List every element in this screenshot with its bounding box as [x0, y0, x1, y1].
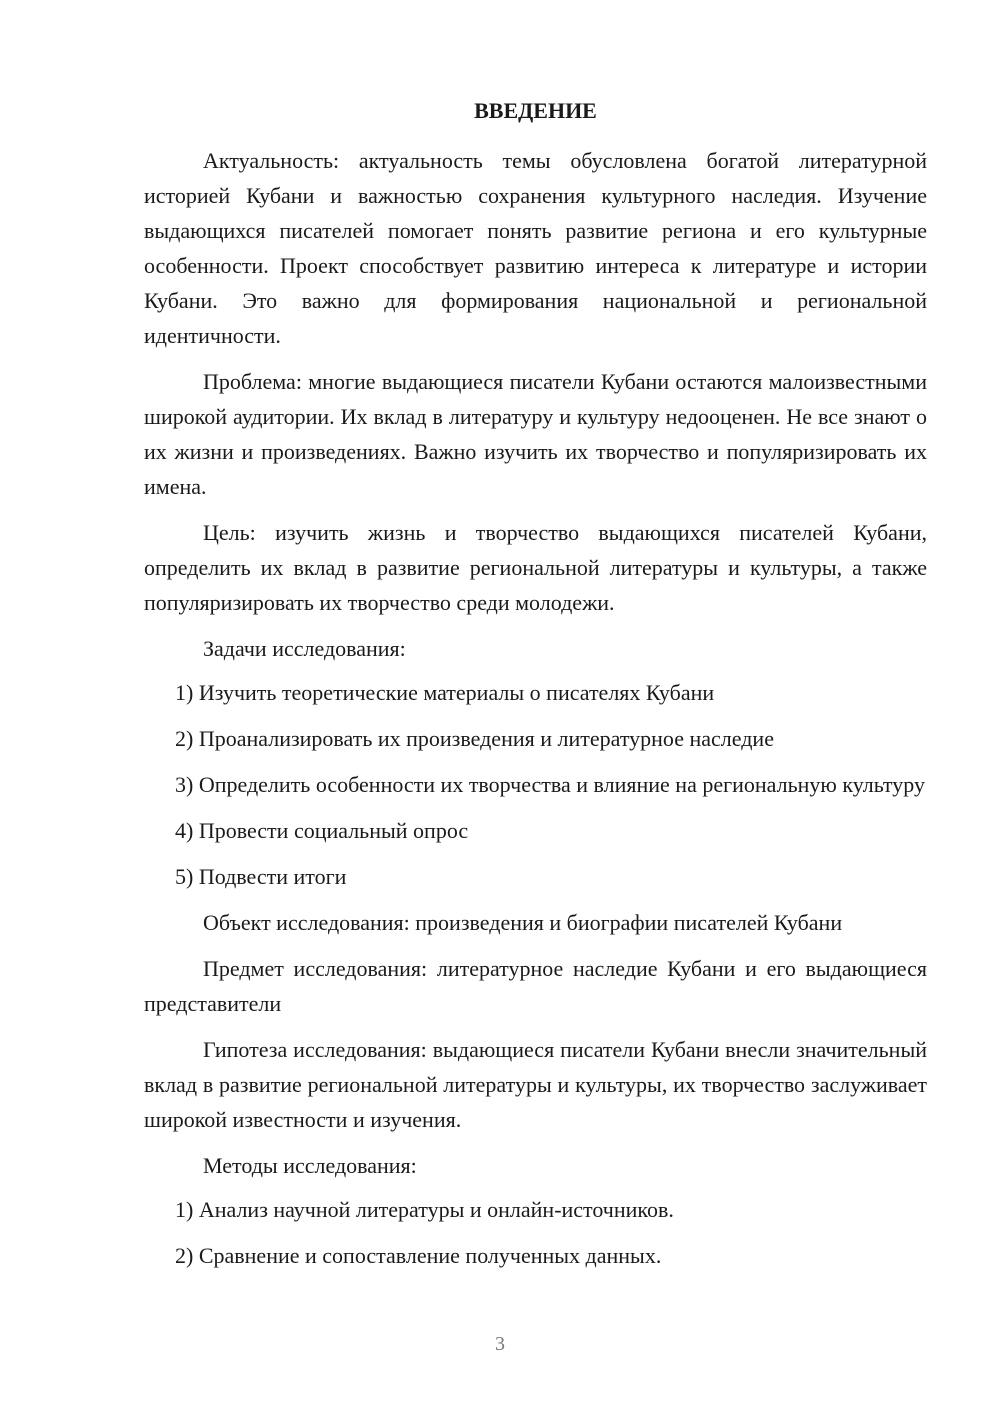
relevance-paragraph: Актуальность: актуальность темы обусловлена богатой литературной историей Кубани и важностью сохранения культурного наследия. Изучение выдающихся писателей помогает понять развитие региона и его культурные особенности. Проект способствует развитию интереса к литературе и истории Кубани. Это важно для формирования национальной и региональной идентичности. [144, 148, 927, 348]
task-item: 5) Подвести итоги [175, 864, 347, 889]
document-title: ВВЕДЕНИЕ [474, 98, 597, 123]
methods-heading: Методы исследования: [203, 1153, 417, 1178]
method-item: 2) Сравнение и сопоставление полученных данных. [175, 1243, 662, 1268]
method-item: 1) Анализ научной литературы и онлайн-источников. [175, 1197, 674, 1222]
task-item: 2) Проанализировать их произведения и литературное наследие [175, 726, 774, 751]
problem-paragraph: Проблема: многие выдающиеся писатели Кубани остаются малоизвестными широкой аудитории. Их вклад в литературу и культуру недооценен. Не все знают о их жизни и произведениях. Важно изучить их творчество и популяризировать их имена. [144, 369, 927, 499]
task-item: 3) Определить особенности их творчества и влияние на региональную культуру [175, 772, 925, 797]
tasks-heading: Задачи исследования: [203, 636, 406, 661]
subject-paragraph: Предмет исследования: литературное наследие Кубани и его выдающиеся представители [144, 956, 927, 1016]
object-paragraph: Объект исследования: произведения и биографии писателей Кубани [203, 910, 843, 935]
document-page [144, 96, 927, 1284]
hypothesis-paragraph: Гипотеза исследования: выдающиеся писатели Кубани внесли значительный вклад в развитие региональной литературы и культуры, их творчество заслуживает широкой известности и изучения. [144, 1037, 927, 1132]
goal-paragraph: Цель: изучить жизнь и творчество выдающихся писателей Кубани, определить их вклад в развитие региональной литературы и культуры, а также популяризировать их творчество среди молодежи. [144, 520, 927, 615]
page-number: 3 [495, 1333, 505, 1355]
task-item: 4) Провести социальный опрос [175, 818, 469, 843]
task-item: 1) Изучить теоретические материалы о писателях Кубани [175, 680, 715, 705]
